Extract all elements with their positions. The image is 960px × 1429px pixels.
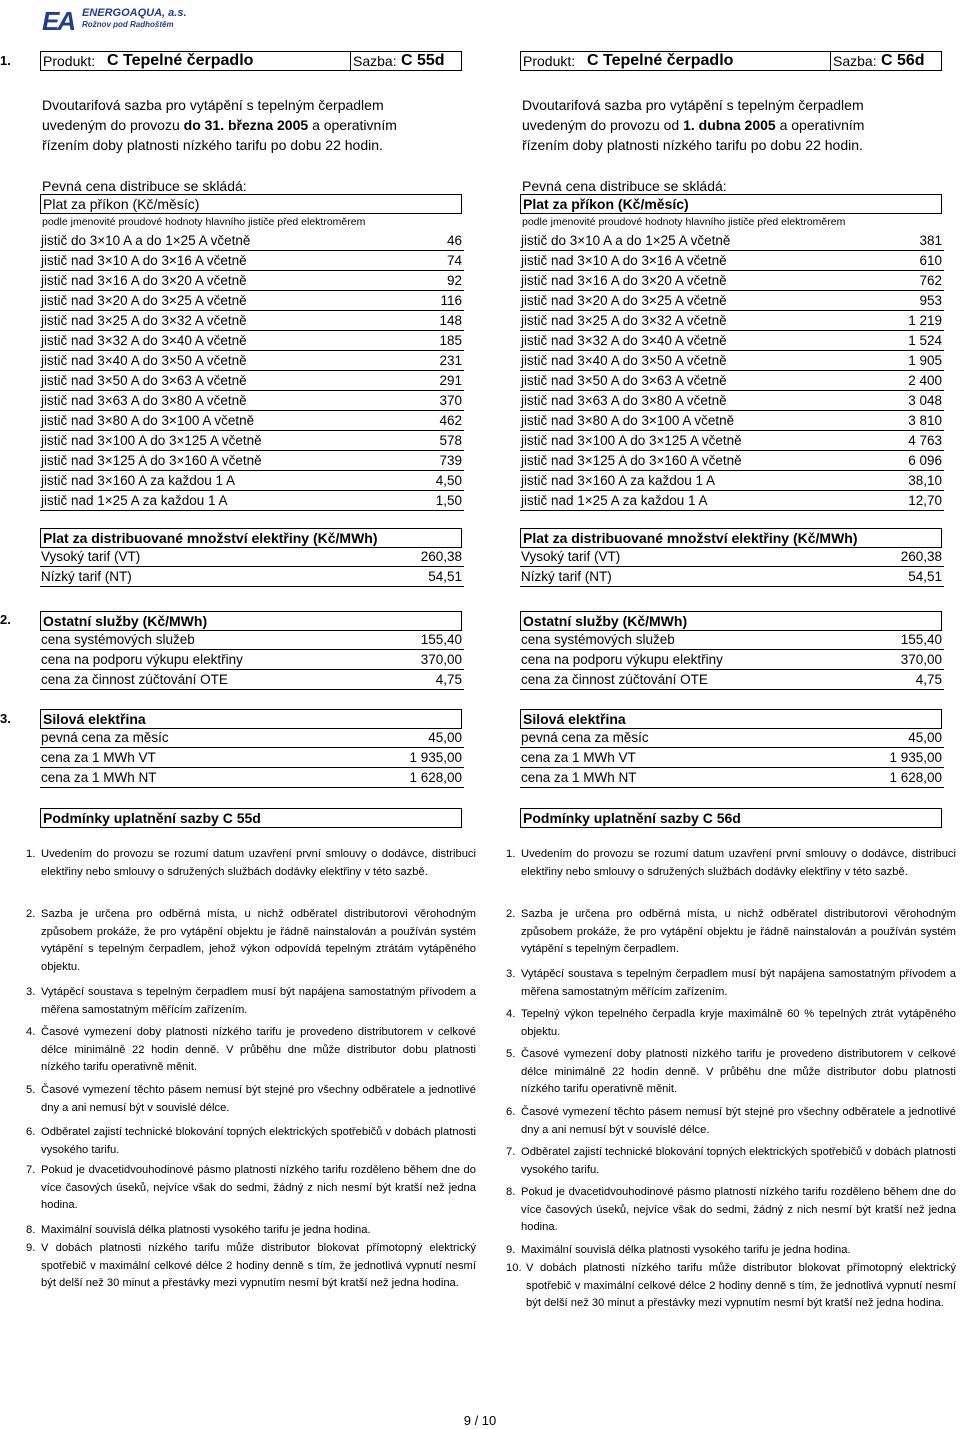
row-value: 739 xyxy=(439,453,462,468)
right-silova-header: Silová elektřina xyxy=(520,709,942,729)
row-value: 148 xyxy=(439,313,462,328)
row-label: Vysoký tarif (VT) xyxy=(521,549,621,564)
row-label: jistič do 3×10 A a do 1×25 A včetně xyxy=(41,233,251,248)
row-label: cena na podporu výkupu elektřiny xyxy=(521,652,723,667)
row-label: jistič nad 3×80 A do 3×100 A včetně xyxy=(41,413,255,428)
right-silova-row xyxy=(520,729,944,748)
row-label: jistič nad 3×40 A do 3×50 A včetně xyxy=(41,353,247,368)
row-label: pevná cena za měsíc xyxy=(521,730,649,745)
row-value: 2 400 xyxy=(908,373,942,388)
right-sazba-label: Sazba: xyxy=(833,53,877,69)
right-condition-item xyxy=(506,1260,956,1313)
condition-number: 3. xyxy=(26,986,36,998)
left-product-header xyxy=(40,51,462,71)
row-value: 3 048 xyxy=(908,393,942,408)
left-condition-item xyxy=(26,1082,476,1117)
row-label: jistič nad 3×125 A do 3×160 A včetně xyxy=(521,453,742,468)
row-label: jistič do 3×10 A a do 1×25 A včetně xyxy=(521,233,731,248)
right-prikon-header: Plat za příkon (Kč/měsíc) xyxy=(520,194,942,214)
condition-number: 4. xyxy=(506,1008,516,1020)
left-rows-row xyxy=(40,452,464,471)
condition-text: Časové vymezení těchto pásem nemusí být stejné pro všechny odběratele a jednotlivé dny a ani nemusí být v souvislé délce. xyxy=(41,1084,476,1114)
row-label: cena systémových služeb xyxy=(41,632,195,647)
row-value: 370,00 xyxy=(900,652,942,667)
left-mnozstvi-header: Plat za distribuované množství elektřiny (Kč/MWh) xyxy=(40,528,462,548)
row-value: 231 xyxy=(439,353,462,368)
row-label: cena za 1 MWh VT xyxy=(41,750,156,765)
left-rows-row xyxy=(40,252,464,271)
row-value: 116 xyxy=(440,293,462,308)
row-label: jistič nad 3×20 A do 3×25 A včetně xyxy=(41,293,247,308)
condition-text: Pokud je dvacetidvouhodinové pásmo platnosti nízkého tarifu rozděleno během dne do více časových úseků, nejvíce však do sedmi, žádný z nich nesmí být kratší než jedna hodina. xyxy=(521,1186,956,1233)
row-label: cena za 1 MWh NT xyxy=(521,770,637,785)
row-label: cena na podporu výkupu elektřiny xyxy=(41,652,243,667)
right-rows-row xyxy=(520,452,944,471)
right-condition-item xyxy=(506,846,956,881)
right-mnozstvi-header: Plat za distribuované množství elektřiny (Kč/MWh) xyxy=(520,528,942,548)
row-value: 155,40 xyxy=(420,632,462,647)
row-label: jistič nad 3×16 A do 3×20 A včetně xyxy=(41,273,247,288)
left-podle: podle jmenovité proudové hodnoty hlavního jističe před elektroměrem xyxy=(42,216,366,228)
row-value: 45,00 xyxy=(908,730,942,745)
row-label: cena za 1 MWh NT xyxy=(41,770,157,785)
condition-number: 1. xyxy=(26,848,36,860)
left-description: Dvoutarifová sazba pro vytápění s tepelným čerpadlem uvedeným do provozu do 31. března 2005 a operativním řízením doby platnosti nízkého tarifu po dobu 22 hodin. xyxy=(42,97,397,153)
condition-text: Vytápěcí soustava s tepelným čerpadlem musí být napájena samostatným přívodem a měřena samostatným měřícím zařízením. xyxy=(41,986,476,1016)
row-value: 1 628,00 xyxy=(409,770,462,785)
right-rows-row xyxy=(520,272,944,291)
left-condition-item xyxy=(26,1162,476,1215)
condition-number: 2. xyxy=(26,908,36,920)
right-condition-item xyxy=(506,1144,956,1179)
right-condition-item xyxy=(506,1046,956,1099)
right-rows-row xyxy=(520,492,944,511)
condition-text: Odběratel zajistí technické blokování topných elektrických spotřebičů v dobách platnosti vysokého tarifu. xyxy=(41,1126,476,1156)
right-rows-row xyxy=(520,312,944,331)
right-rows-row xyxy=(520,332,944,351)
row-label: jistič nad 3×80 A do 3×100 A včetně xyxy=(521,413,735,428)
right-condition-item xyxy=(506,1184,956,1237)
right-rows-row xyxy=(520,372,944,391)
row-label: jistič nad 3×63 A do 3×80 A včetně xyxy=(521,393,727,408)
condition-text: Časové vymezení doby platnosti nízkého tarifu je provedeno distributorem v celkové délce minimálně 22 hodin denně. V průběhu dne může distributor dobu platnosti nízkého tarifu operativně měnit. xyxy=(521,1048,956,1095)
condition-text: Sazba je určena pro odběrná místa, u nichž odběratel distributorovi věrohodným způsobem prokáže, že pro vytápění objektu je řádně nainstalován a používán systém vytápění s tepelným čerpadlem, jehož výkon odpovídá tepelným ztrátám vytápěného objektu. xyxy=(41,908,476,973)
left-ostatni-row xyxy=(40,651,464,670)
left-condition-item xyxy=(26,1024,476,1077)
row-label: Nízký tarif (NT) xyxy=(521,569,612,584)
left-pevna-cena: Pevná cena distribuce se skládá: xyxy=(42,178,247,194)
condition-number: 6. xyxy=(26,1126,36,1138)
condition-text: Maximální souvislá délka platnosti vysokého tarifu je jedna hodina. xyxy=(41,1224,371,1236)
page-number: 9 / 10 xyxy=(463,1413,497,1428)
right-condition-item xyxy=(506,1242,956,1260)
row-label: cena za 1 MWh VT xyxy=(521,750,636,765)
condition-number: 6. xyxy=(506,1106,516,1118)
right-pevna-cena: Pevná cena distribuce se skládá: xyxy=(522,178,727,194)
row-label: jistič nad 1×25 A za každou 1 A xyxy=(41,493,228,508)
row-value: 462 xyxy=(439,413,462,428)
row-value: 1 935,00 xyxy=(889,750,942,765)
row-label: jistič nad 3×20 A do 3×25 A včetně xyxy=(521,293,727,308)
row-label: jistič nad 3×32 A do 3×40 A včetně xyxy=(41,333,247,348)
row-value: 185 xyxy=(439,333,462,348)
left-produkt-label: Produkt: xyxy=(43,53,96,69)
row-value: 1,50 xyxy=(435,493,462,508)
row-label: jistič nad 3×100 A do 3×125 A včetně xyxy=(41,433,262,448)
row-label: jistič nad 3×125 A do 3×160 A včetně xyxy=(41,453,262,468)
row-value: 38,10 xyxy=(908,473,942,488)
row-value: 260,38 xyxy=(900,549,942,564)
row-value: 4,50 xyxy=(435,473,462,488)
left-rows-row xyxy=(40,292,464,311)
left-silova-row xyxy=(40,729,464,748)
row-value: 1 905 xyxy=(908,353,942,368)
left-ostatni-header: Ostatní služby (Kč/MWh) xyxy=(40,611,462,631)
left-rows-row xyxy=(40,332,464,351)
condition-number: 8. xyxy=(26,1224,36,1236)
condition-number: 4. xyxy=(26,1026,36,1038)
right-ostatni-row xyxy=(520,671,944,690)
left-condition-item xyxy=(26,1124,476,1159)
left-silova-row xyxy=(40,769,464,788)
left-ostatni-row xyxy=(40,631,464,650)
row-label: jistič nad 3×40 A do 3×50 A včetně xyxy=(521,353,727,368)
row-value: 610 xyxy=(919,253,942,268)
condition-text: Vytápěcí soustava s tepelným čerpadlem musí být napájena samostatným přívodem a měřena samostatným měřícím zařízením. xyxy=(521,968,956,998)
left-condition-item xyxy=(26,1222,476,1240)
left-rows-row xyxy=(40,412,464,431)
row-label: jistič nad 3×32 A do 3×40 A včetně xyxy=(521,333,727,348)
row-value: 74 xyxy=(446,253,462,268)
condition-text: Odběratel zajistí technické blokování topných elektrických spotřebičů v dobách platnosti vysokého tarifu. xyxy=(521,1146,956,1176)
left-silova-row xyxy=(40,749,464,768)
row-value: 578 xyxy=(439,433,462,448)
condition-text: Časové vymezení doby platnosti nízkého tarifu je provedeno distributorem v celkové délce minimálně 22 hodin denně. V průběhu dne může distributor dobu platnosti nízkého tarifu operativně měnit. xyxy=(41,1026,476,1073)
left-rows-row xyxy=(40,372,464,391)
row-label: pevná cena za měsíc xyxy=(41,730,169,745)
condition-number: 9. xyxy=(26,1242,36,1254)
row-label: jistič nad 3×16 A do 3×20 A včetně xyxy=(521,273,727,288)
right-ostatni-row xyxy=(520,631,944,650)
left-rows-row xyxy=(40,312,464,331)
condition-number: 3. xyxy=(506,968,516,980)
row-label: jistič nad 3×63 A do 3×80 A včetně xyxy=(41,393,247,408)
company-logo xyxy=(42,4,192,34)
condition-text: Uvedením do provozu se rozumí datum uzavření první smlouvy o dodávce, distribuci elektřiny nebo smlouvy o sdružených službách dodávky elektřiny v této sazbě. xyxy=(41,848,476,878)
row-value: 762 xyxy=(919,273,942,288)
left-rows-row xyxy=(40,492,464,511)
right-rows-row xyxy=(520,392,944,411)
left-condition-item xyxy=(26,846,476,881)
left-prikon-header: Plat za příkon (Kč/měsíc) xyxy=(40,194,462,214)
row-label: cena systémových služeb xyxy=(521,632,675,647)
condition-text: Pokud je dvacetidvouhodinové pásmo platnosti nízkého tarifu rozděleno během dne do více časových úseků, nejvíce však do sedmi, žádný z nich nesmí být kratší než jedna hodina. xyxy=(41,1164,476,1211)
left-rows-row xyxy=(40,392,464,411)
right-sazba-code: C 56d xyxy=(881,52,925,69)
row-value: 260,38 xyxy=(420,549,462,564)
condition-number: 10. xyxy=(506,1262,522,1274)
condition-text: Maximální souvislá délka platnosti vysokého tarifu je jedna hodina. xyxy=(521,1244,851,1256)
left-rows-row xyxy=(40,232,464,251)
left-mnozstvi-row xyxy=(40,568,464,587)
row-value: 1 524 xyxy=(908,333,942,348)
right-condition-item xyxy=(506,1006,956,1041)
left-ostatni-row xyxy=(40,671,464,690)
condition-number: 8. xyxy=(506,1186,516,1198)
row-value: 46 xyxy=(446,233,462,248)
condition-text: Uvedením do provozu se rozumí datum uzavření první smlouvy o dodávce, distribuci elektřiny nebo smlouvy o sdružených službách dodávky elektřiny v této sazbě. xyxy=(521,848,956,878)
right-podle: podle jmenovité proudové hodnoty hlavního jističe před elektroměrem xyxy=(522,216,846,228)
right-ostatni-row xyxy=(520,651,944,670)
left-sazba-label: Sazba: xyxy=(353,53,397,69)
left-produkt-name: C Tepelné čerpadlo xyxy=(107,52,254,69)
row-value: 953 xyxy=(919,293,942,308)
condition-text: Sazba je určena pro odběrná místa, u nichž odběratel distributorovi věrohodným způsobem prokáže, že pro vytápění objektu je řádně nainstalován a používán systém vytápění s tepelným čerpadlem. xyxy=(521,908,956,955)
row-label: jistič nad 3×50 A do 3×63 A včetně xyxy=(521,373,727,388)
row-label: jistič nad 1×25 A za každou 1 A xyxy=(521,493,708,508)
right-mnozstvi-row xyxy=(520,568,944,587)
condition-text: Časové vymezení těchto pásem nemusí být stejné pro všechny odběratele a jednotlivé dny a ani nemusí být v souvislé délce. xyxy=(521,1106,956,1136)
row-label: jistič nad 3×100 A do 3×125 A včetně xyxy=(521,433,742,448)
row-value: 370,00 xyxy=(420,652,462,667)
right-rows-row xyxy=(520,232,944,251)
right-silova-row xyxy=(520,749,944,768)
row-value: 4,75 xyxy=(435,672,462,687)
right-rows-row xyxy=(520,252,944,271)
right-rows-row xyxy=(520,292,944,311)
right-rows-row xyxy=(520,472,944,491)
right-rows-row xyxy=(520,352,944,371)
right-podminky-header: Podmínky uplatnění sazby C 56d xyxy=(520,808,942,828)
right-condition-item xyxy=(506,966,956,1001)
row-label: Nízký tarif (NT) xyxy=(41,569,132,584)
row-value: 291 xyxy=(439,373,462,388)
section-number-2: 2. xyxy=(0,612,11,627)
condition-text: Tepelný výkon tepelného čerpadla kryje maximálně 60 % tepelných ztrát vytápěného objektu. xyxy=(521,1008,956,1038)
row-value: 1 628,00 xyxy=(889,770,942,785)
row-label: jistič nad 3×25 A do 3×32 A včetně xyxy=(41,313,247,328)
left-condition-item xyxy=(26,906,476,976)
company-city: Rožnov pod Radhoštěm xyxy=(82,20,174,29)
right-rows-row xyxy=(520,412,944,431)
right-condition-item xyxy=(506,906,956,959)
left-rows-row xyxy=(40,472,464,491)
row-label: cena za činnost zúčtování OTE xyxy=(521,672,708,687)
right-description: Dvoutarifová sazba pro vytápění s tepelným čerpadlem uvedeným do provozu od 1. dubna 2005 a operativním řízením doby platnosti nízkého tarifu po dobu 22 hodin. xyxy=(522,97,865,153)
section-number-3: 3. xyxy=(0,711,11,726)
right-produkt-name: C Tepelné čerpadlo xyxy=(587,52,734,69)
row-value: 92 xyxy=(446,273,462,288)
left-sazba-code: C 55d xyxy=(401,52,445,69)
left-condition-item xyxy=(26,1240,476,1293)
condition-number: 5. xyxy=(506,1048,516,1060)
row-value: 54,51 xyxy=(908,569,942,584)
row-value: 12,70 xyxy=(908,493,942,508)
left-mnozstvi-row xyxy=(40,548,464,567)
row-value: 155,40 xyxy=(900,632,942,647)
right-silova-row xyxy=(520,769,944,788)
logo-mark: EA xyxy=(42,6,75,36)
row-label: cena za činnost zúčtování OTE xyxy=(41,672,228,687)
right-mnozstvi-row xyxy=(520,548,944,567)
row-value: 381 xyxy=(919,233,942,248)
condition-number: 7. xyxy=(26,1164,36,1176)
right-produkt-label: Produkt: xyxy=(523,53,576,69)
row-value: 1 219 xyxy=(908,313,942,328)
condition-text: V dobách platnosti nízkého tarifu může distributor blokovat přímotopný elektrický spotřebič v maximální celkové délce 2 hodiny denně s tím, že jednotlivá vypnutí nesmí být delší než 30 minut a přestávky mezi vypnutím nesmí být kratší než jedna hodina. xyxy=(526,1262,956,1309)
row-label: jistič nad 3×50 A do 3×63 A včetně xyxy=(41,373,247,388)
company-name: ENERGOAQUA, a.s. xyxy=(82,7,187,19)
left-rows-row xyxy=(40,432,464,451)
condition-number: 1. xyxy=(506,848,516,860)
left-condition-item xyxy=(26,984,476,1019)
row-value: 4 763 xyxy=(908,433,942,448)
row-label: jistič nad 3×160 A za každou 1 A xyxy=(41,473,236,488)
right-ostatni-header: Ostatní služby (Kč/MWh) xyxy=(520,611,942,631)
right-product-header xyxy=(520,51,942,71)
row-value: 54,51 xyxy=(428,569,462,584)
row-value: 3 810 xyxy=(908,413,942,428)
row-value: 6 096 xyxy=(908,453,942,468)
section-number-1: 1. xyxy=(0,53,11,68)
row-value: 45,00 xyxy=(428,730,462,745)
right-rows-row xyxy=(520,432,944,451)
row-value: 1 935,00 xyxy=(409,750,462,765)
condition-number: 2. xyxy=(506,908,516,920)
row-label: jistič nad 3×160 A za každou 1 A xyxy=(521,473,716,488)
left-rows-row xyxy=(40,352,464,371)
right-condition-item xyxy=(506,1104,956,1139)
left-rows-row xyxy=(40,272,464,291)
condition-number: 9. xyxy=(506,1244,516,1256)
row-label: jistič nad 3×10 A do 3×16 A včetně xyxy=(41,253,247,268)
row-label: Vysoký tarif (VT) xyxy=(41,549,141,564)
row-value: 370 xyxy=(439,393,462,408)
row-label: jistič nad 3×10 A do 3×16 A včetně xyxy=(521,253,727,268)
row-value: 4,75 xyxy=(915,672,942,687)
condition-text: V dobách platnosti nízkého tarifu může distributor blokovat přímotopný elektrický spotřebič v maximální celkové délce 2 hodiny denně s tím, že jednotlivá vypnutí nesmí být delší než 30 minut a přestávky mezi vypnutím nesmí být kratší než jedna hodina. xyxy=(41,1242,476,1289)
left-silova-header: Silová elektřina xyxy=(40,709,462,729)
condition-number: 5. xyxy=(26,1084,36,1096)
row-label: jistič nad 3×25 A do 3×32 A včetně xyxy=(521,313,727,328)
left-podminky-header: Podmínky uplatnění sazby C 55d xyxy=(40,808,462,828)
condition-number: 7. xyxy=(506,1146,516,1158)
